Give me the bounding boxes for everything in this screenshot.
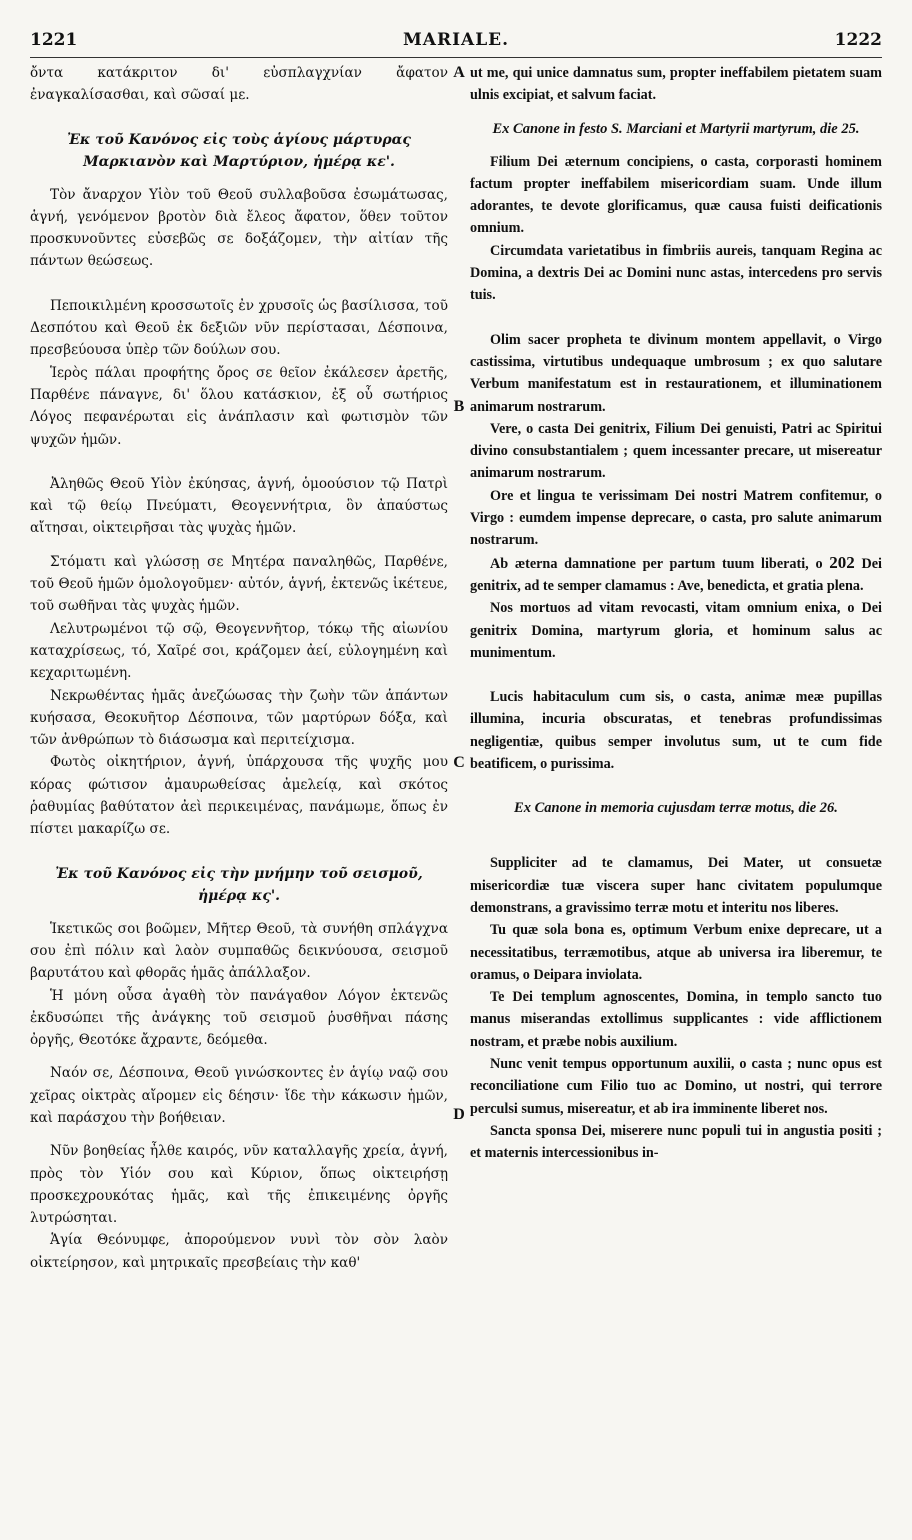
- latin-text: Ab æterna damnatione per partum tuum liberati, o: [490, 555, 823, 572]
- section-marker-a: A: [453, 64, 465, 81]
- latin-paragraph: Sancta sponsa Dei, miserere nunc populi tui in angustia positi ; et maternis intercessionibus in-: [470, 1122, 882, 1162]
- section-marker-d: D: [453, 1106, 465, 1123]
- latin-paragraph: Nos mortuos ad vitam revocasti, vitam omnium enixa, o Dei genitrix Domina, martyrum gloria, et hominum salus ac munimentum.: [470, 600, 882, 661]
- column-number: 202: [829, 552, 855, 572]
- latin-paragraph: ut me, qui unice damnatus sum, propter ineffabilem pietatem suam ulnis excipiat, et salvum faciat.: [470, 65, 882, 104]
- greek-paragraph: Ἁγία Θεόνυμφε, ἀπορούμενον νυνὶ τὸν σὸν λαὸν οἰκτείρησον, καὶ μητρικαῖς πρεσβείαις τὴν καθ': [30, 1232, 448, 1271]
- greek-paragraph: Πεποικιλμένη κροσσωτοῖς ἐν χρυσοῖς ὡς βασίλισσα, τοῦ Δεσπότου καὶ Θεοῦ ἐκ δεξιῶν νῦν περίστασαι, Δέσποινα, πρεσβεύουσα ὑπὲρ τῶν δούλων σου.: [30, 297, 448, 359]
- header-rule: [30, 57, 882, 58]
- greek-paragraph: Νῦν βοηθείας ἦλθε καιρός, νῦν καταλλαγῆς χρεία, ἁγνή, πρὸς τὸν Υἱόν σου καὶ Κύριον, ὅπως οἰκτειρήσῃ προσκεχρουκότας ἡμᾶς, καὶ τῆς ἐπικειμένης ὀργῆς λυτρώσηται.: [30, 1143, 448, 1227]
- greek-paragraph: Τὸν ἄναρχον Υἱὸν τοῦ Θεοῦ συλλαβοῦσα ἐσωμάτωσας, ἁγνή, γενόμενον βροτὸν διὰ ἔλεος ἄφατον, ὅθεν τοῦτον προσκυνοῦντες εὐσεβῶς σε δοξάζομεν, τὴν αἰτίαν τῆς πάντων θεώσεως.: [30, 186, 448, 270]
- latin-paragraph: Circumdata varietatibus in fimbriis aureis, tanquam Regina ac Domina, a dextris Dei ac Domini nunc astas, intercedens pro servis tuis.: [470, 242, 882, 304]
- greek-paragraph: Νεκρωθέντας ἡμᾶς ἀνεζώωσας τὴν ζωὴν τῶν ἁπάντων κυήσασα, Θεοκυῆτορ Δέσποινα, τῶν μαρτύρων δόξα, καὶ τῶν ἀνθρώπων τὸ διάσωσμα καὶ περιτείχισμα.: [30, 687, 448, 749]
- greek-section-heading: Ἐκ τοῦ Κανόνος εἰς τὴν μνήμην τοῦ σεισμοῦ, ἡμέρᾳ κς'.: [55, 865, 423, 904]
- latin-column: [470, 62, 882, 1164]
- latin-section-heading: Ex Canone in memoria cujusdam terræ motus, die 26.: [514, 800, 838, 817]
- latin-paragraph: Ore et lingua te verissimam Dei nostri Matrem confitemur, o Virgo : eumdem impense deprecare, o casta, pro salute animarum nostrarum.: [470, 487, 882, 549]
- latin-paragraph: [470, 552, 882, 598]
- greek-paragraph: Φωτὸς οἰκητήριον, ἁγνή, ὑπάρχουσα τῆς ψυχῆς μου κόρας φώτισον ἀμαυρωθείσας ἀμελείᾳ, καὶ σκότος ῥαθυμίας βαθύτατον ἀεὶ περικειμένας, πανάμωμε, ὅπως ἐν πίστει μακαρίζω σε.: [30, 754, 448, 838]
- greek-paragraph: Ἀληθῶς Θεοῦ Υἱὸν ἐκύησας, ἁγνή, ὁμοούσιον τῷ Πατρὶ καὶ τῷ θείῳ Πνεύματι, Θεογεννήτρια, ὃν ἀπαύστως αἴτησαι, οἰκτειρῆσαι τὰς ψυχὰς ἡμῶν.: [30, 475, 448, 537]
- greek-paragraph: Ναόν σε, Δέσποινα, Θεοῦ γινώσκοντες ἐν ἁγίῳ ναῷ σου χεῖρας οἰκτρὰς αἴρομεν εἰς δέησιν· ἴδε τὴν κάκωσιν ἡμῶν, καὶ παράσχου τὴν βοήθειαν.: [30, 1065, 448, 1126]
- latin-paragraph: Filium Dei æternum concipiens, o casta, corporasti hominem factum propter ineffabilem misericordiam suam. Unde illum adorantes, te devote glorificamus, quæ causa fuisti deificationis omnium.: [470, 153, 882, 237]
- greek-paragraph: Στόματι καὶ γλώσσῃ σε Μητέρα παναληθῶς, Παρθένε, τοῦ Θεοῦ ἡμῶν ὁμολογοῦμεν· αὐτόν, ἁγνή, ἐκτενῶς ἱκέτευε, τοῦ σωθῆναι τὰς ψυχὰς ἡμῶν.: [30, 553, 448, 615]
- greek-paragraph: Λελυτρωμένοι τῷ σῷ, Θεογεννῆτορ, τόκῳ τῆς αἰωνίου καταχρίσεως, τό, Χαῖρέ σοι, κράζομεν ἀεί, εὐλογημένη καὶ κεχαριτωμένη.: [30, 620, 448, 682]
- greek-paragraph: Ἡ μόνη οὖσα ἀγαθὴ τὸν πανάγαθον Λόγον ἐκτενῶς ἐκδυσώπει τῆς ἀνάγκης τοῦ σεισμοῦ ῥυσθῆναι πάσης ὀργῆς, Θεοτόκε ἄχραντε, δεόμεθα.: [30, 987, 448, 1049]
- page-number-left: 1221: [30, 30, 78, 50]
- latin-paragraph: Lucis habitaculum cum sis, o casta, animæ meæ pupillas illumina, incuria obscuratas, et tenebras profundissimas negligentiæ, quibus semper involutus sum, ut te cum fide beatificem, o purissima.: [470, 689, 882, 773]
- section-marker-b: B: [453, 398, 465, 415]
- page-number-right: 1222: [834, 30, 882, 50]
- running-header: [30, 30, 882, 56]
- latin-section-heading: Ex Canone in festo S. Marciani et Martyrii martyrum, die 25.: [492, 120, 860, 137]
- section-marker-c: C: [453, 754, 465, 771]
- latin-paragraph: Tu quæ sola bona es, optimum Verbum enixe deprecare, ut a necessitatibus, terræmotibus, atque ab universa ira liberemur, te oramus, o Deipara inviolata.: [470, 922, 882, 983]
- latin-paragraph: Vere, o casta Dei genitrix, Filium Dei genuisti, Patri ac Spiritui divino consubstantialem ; quem incessanter precare, ut misereatur animarum nostrarum.: [470, 420, 882, 482]
- greek-column: [30, 62, 448, 1274]
- greek-paragraph: Ἱκετικῶς σοι βοῶμεν, Μῆτερ Θεοῦ, τὰ συνήθη σπλάγχνα σου ἐπὶ πόλιν καὶ λαὸν συμπαθῶς δεικνύουσα, σεισμοῦ βαρυτάτου καὶ φθορᾶς ἡμᾶς ἀπάλλαξον.: [30, 920, 448, 982]
- latin-paragraph: Nunc venit tempus opportunum auxilii, o casta ; nunc opus est reconciliatione cum Filio tuo ac Domino, ut nostri, qui terrore perculsi sumus, misereatur, et ab ira imminente liberet nos.: [470, 1055, 882, 1117]
- greek-paragraph: ὄντα κατάκριτον δι' εὐσπλαγχνίαν ἄφατον ἐναγκαλίσασθαι, καὶ σῶσαί με.: [30, 65, 448, 104]
- greek-paragraph: Ἱερὸς πάλαι προφήτης ὄρος σε θεῖον ἐκάλεσεν ἀρετῆς, Παρθένε πάναγνε, δι' ὅλου κατάσκιον, ἐξ οὗ σωτήριος Λόγος πεφανέρωται εἰς ἀνάπλασιν καὶ φωτισμὸν τῶν ψυχῶν ἡμῶν.: [30, 364, 448, 448]
- latin-text: Dei genitrix, ad te semper clamamus : Ave, benedicta, et gratia plena.: [470, 555, 883, 594]
- latin-paragraph: Suppliciter ad te clamamus, Dei Mater, ut consuetæ misericordiæ tuæ viscera super hanc civitatem populumque demonstrans, a gravissimo terræ motu et interitu nos liberes.: [470, 855, 882, 916]
- greek-section-heading: Ἐκ τοῦ Κανόνος εἰς τοὺς ἁγίους μάρτυρας Μαρκιανὸν καὶ Μαρτύριον, ἡμέρᾳ κε'.: [67, 131, 411, 170]
- latin-paragraph: Olim sacer propheta te divinum montem appellavit, o Virgo castissima, virtutibus undequaque umbrosum ; ex quo salutare Verbum manifestatum est in restaurationem, et illuminationem animarum nostrarum.: [470, 331, 882, 415]
- running-title: MARIALE.: [402, 30, 510, 50]
- latin-paragraph: Te Dei templum agnoscentes, Domina, in templo sancto tuo manus miserandas extollimus supplicantes : vide afflictionem nostram, et præbe nobis auxilium.: [470, 989, 882, 1050]
